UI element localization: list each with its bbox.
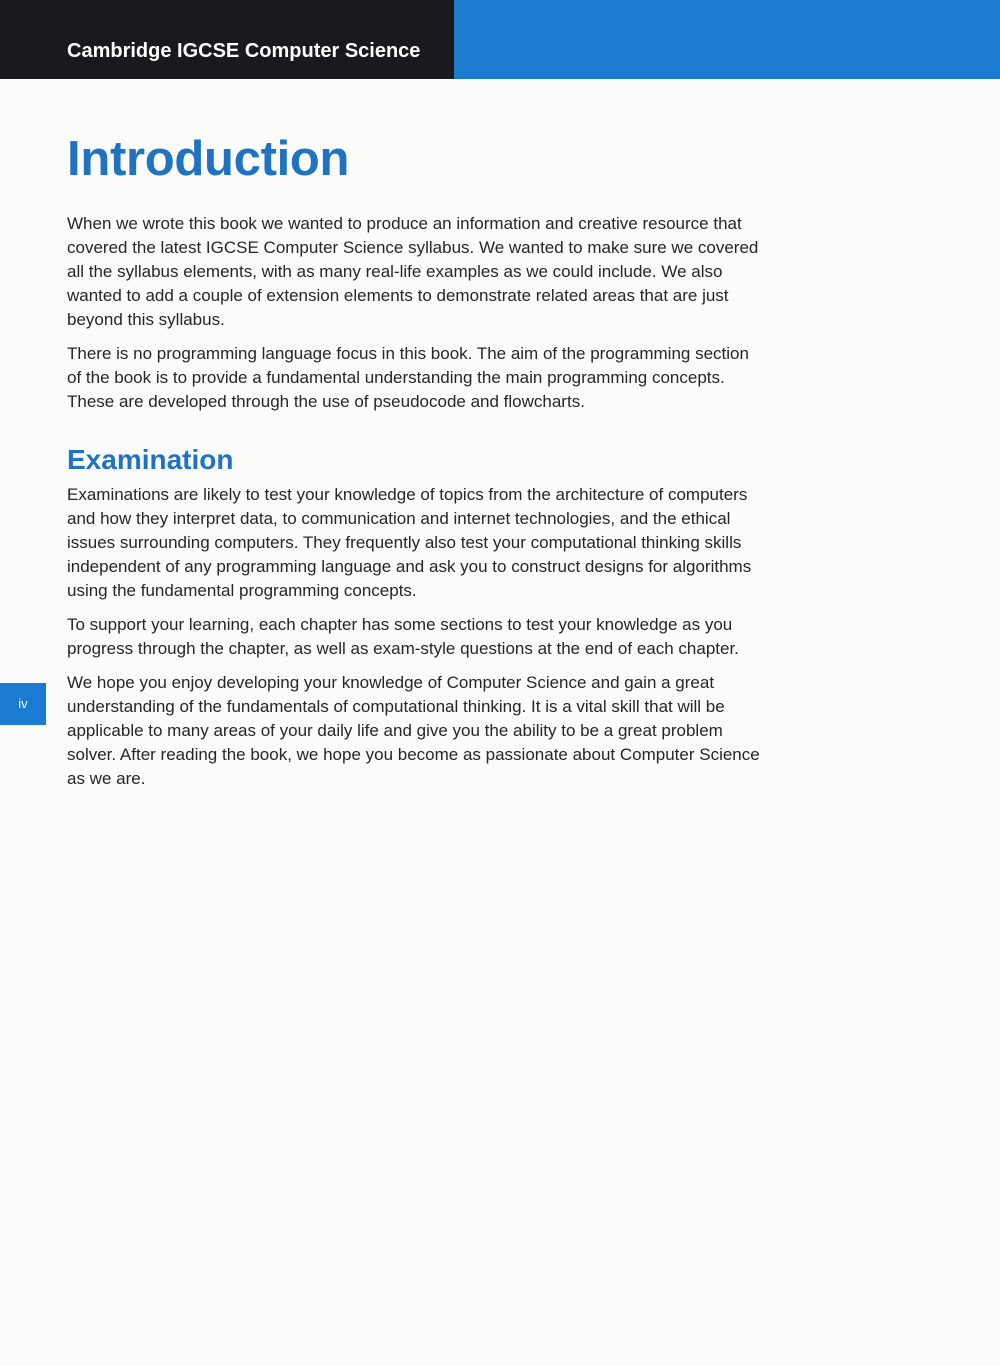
main-content (67, 212, 767, 801)
section-heading-examination: Examination (67, 444, 234, 475)
examination-paragraph-2: To support your learning, each chapter has some sections to test your knowledge as you progress through the chapter, as well as exam-style questions at the end of each chapter. (67, 615, 739, 658)
header-bar-blue (454, 0, 1000, 79)
examination-paragraph-3: We hope you enjoy developing your knowledge of Computer Science and gain a great understanding of the fundamentals of computational thinking. It is a vital skill that will be applicable to many areas of your daily life and give you the ability to be a great problem solver. After reading the book, we hope you become as passionate about Computer Science as we are. (67, 673, 760, 788)
examination-paragraph-1: Examinations are likely to test your knowledge of topics from the architecture of computers and how they interpret data, to communication and internet technologies, and the ethical issues surrounding computers. They frequently also test your computational thinking skills independent of any programming language and ask you to construct designs for algorithms using the fundamental programming concepts. (67, 485, 752, 600)
intro-paragraph-1: When we wrote this book we wanted to produce an information and creative resource that covered the latest IGCSE Computer Science syllabus. We wanted to make sure we covered all the syllabus elements, with as many real-life examples as we could include. We also wanted to add a couple of extension elements to demonstrate related areas that are just beyond this syllabus. (67, 214, 759, 329)
page-title: Introduction (67, 132, 350, 186)
intro-paragraph-2: There is no programming language focus in this book. The aim of the programming section of the book is to provide a fundamental understanding the main programming concepts. These are developed through the use of pseudocode and flowcharts. (67, 344, 749, 411)
book-title: Cambridge IGCSE Computer Science (67, 40, 421, 62)
page-number-tab: iv (0, 683, 46, 725)
